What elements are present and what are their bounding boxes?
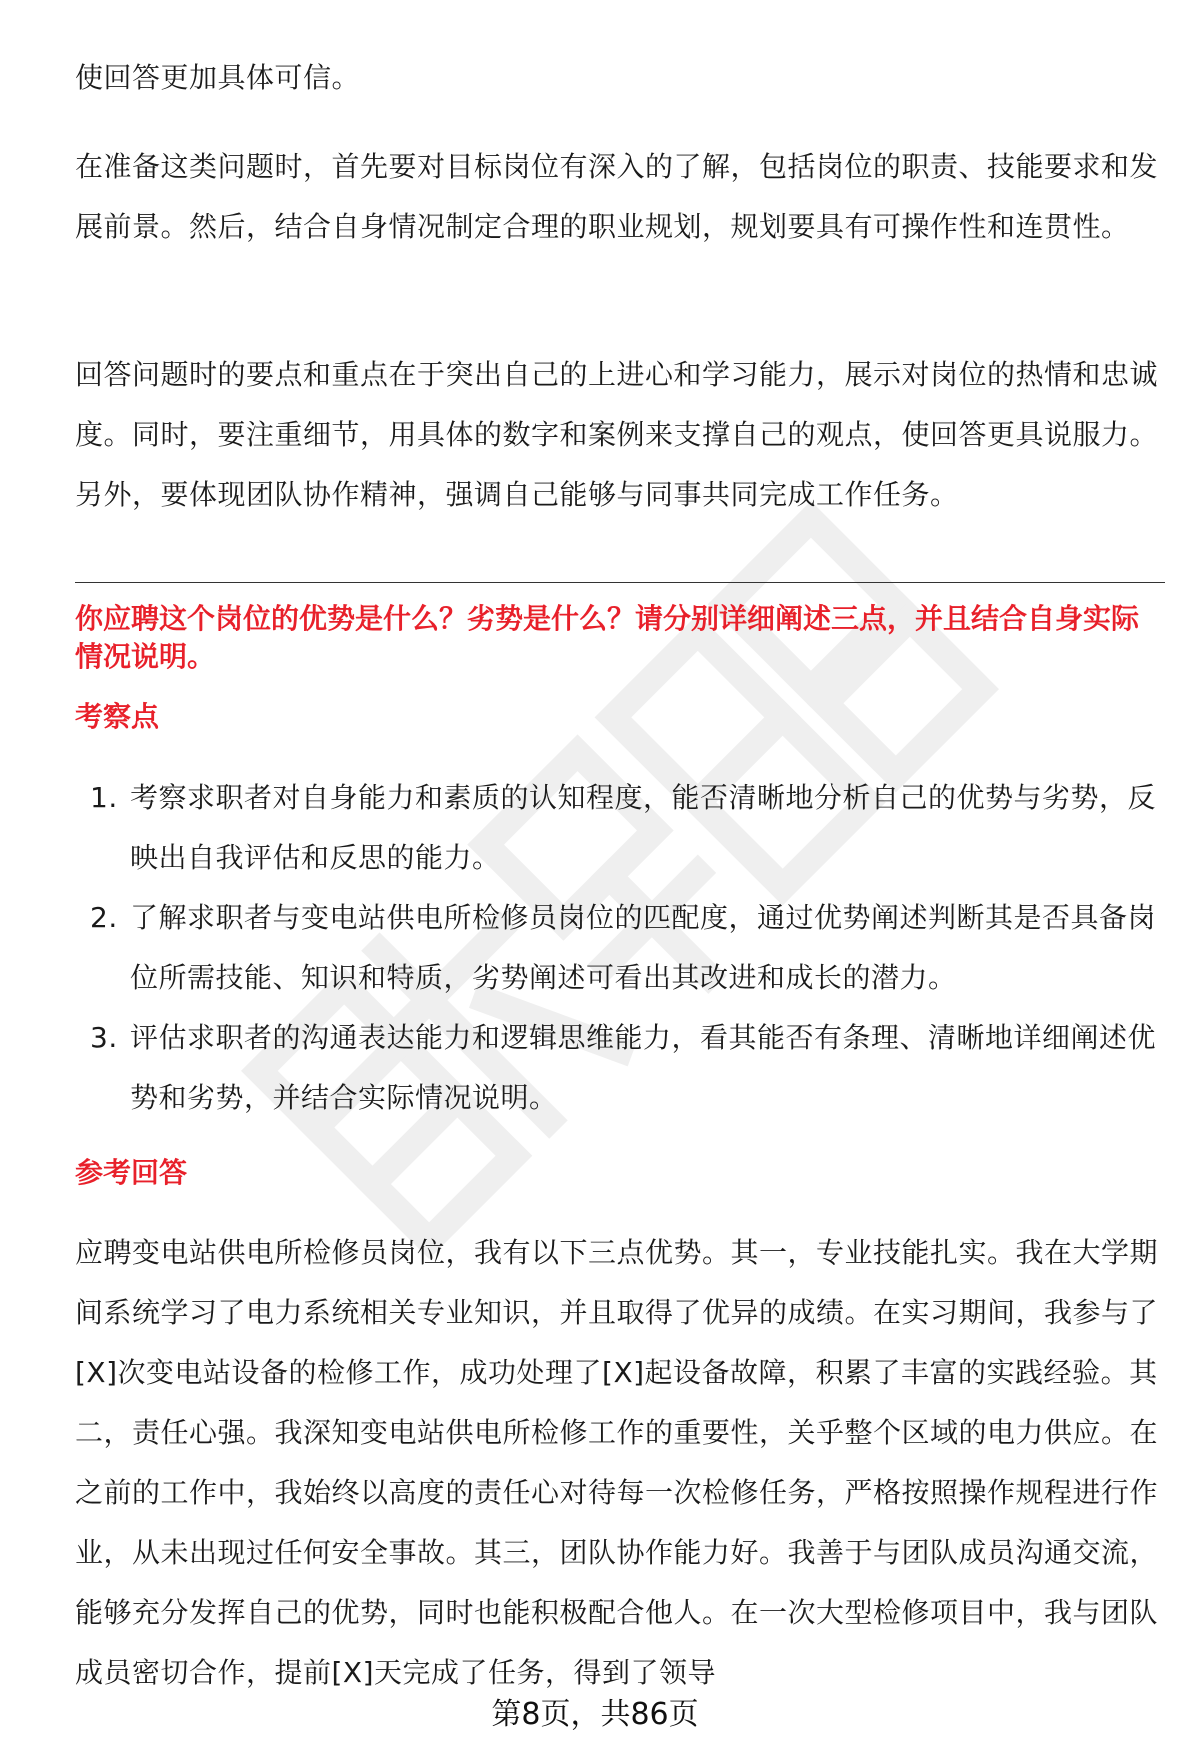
assessment-point-list — [90, 768, 1165, 1128]
list-item-text: 了解求职者与变电站供电所检修员岗位的匹配度，通过优势阐述判断其是否具备岗位所需技能、知识和特质，劣势阐述可看出其改进和成长的潜力。 — [130, 901, 1157, 994]
paragraph-key-points: 回答问题时的要点和重点在于突出自己的上进心和学习能力，展示对岗位的热情和忠诚度。同时，要注重细节，用具体的数字和案例来支撑自己的观点，使回答更具说服力。另外，要体现团队协作精神，强调自己能够与同事共同完成工作任务。 — [75, 358, 1159, 511]
question-heading: 你应聘这个岗位的优势是什么？劣势是什么？请分别详细阐述三点，并且结合自身实际情况说明。 — [75, 602, 1140, 673]
paragraph-reference-answer: 应聘变电站供电所检修员岗位，我有以下三点优势。其一，专业技能扎实。我在大学期间系统学习了电力系统相关专业知识，并且取得了优异的成绩。在实习期间，我参与了[X]次变电站设备的检修工作，成功处理了[X]起设备故障，积累了丰富的实践经验。其二，责任心强。我深知变电站供电所检修工作的重要性，关乎整个区域的电力供应。在之前的工作中，我始终以高度的责任心对待每一次检修任务，严格按照操作规程进行作业，从未出现过任何安全事故。其三，团队协作能力好。我善于与团队成员沟通交流，能够充分发挥自己的优势，同时也能积极配合他人。在一次大型检修项目中，我与团队成员密切合作，提前[X]天完成了任务，得到了领导 — [75, 1236, 1159, 1689]
section-heading-assessment: 考察点 — [75, 700, 160, 733]
list-item-number: 1. — [90, 781, 118, 814]
page-number-footer: 第8页，共86页 — [491, 1697, 699, 1732]
list-item-number: 3. — [90, 1021, 118, 1054]
list-item-text: 考察求职者对自身能力和素质的认知程度，能否清晰地分析自己的优势与劣势，反映出自我评估和反思的能力。 — [130, 781, 1157, 874]
paragraph-preparation: 在准备这类问题时，首先要对目标岗位有深入的了解，包括岗位的职责、技能要求和发展前景。然后，结合自身情况制定合理的职业规划，规划要具有可操作性和连贯性。 — [75, 150, 1159, 243]
list-item-number: 2. — [90, 901, 118, 934]
paragraph-intro-end: 使回答更加具体可信。 — [75, 61, 361, 94]
section-heading-reference-answer: 参考回答 — [75, 1156, 188, 1189]
list-item — [90, 768, 1165, 888]
section-divider — [75, 582, 1165, 583]
list-item-text: 评估求职者的沟通表达能力和逻辑思维能力，看其能否有条理、清晰地详细阐述优势和劣势，并结合实际情况说明。 — [130, 1021, 1157, 1114]
list-item — [90, 888, 1165, 1008]
list-item — [90, 1008, 1165, 1128]
